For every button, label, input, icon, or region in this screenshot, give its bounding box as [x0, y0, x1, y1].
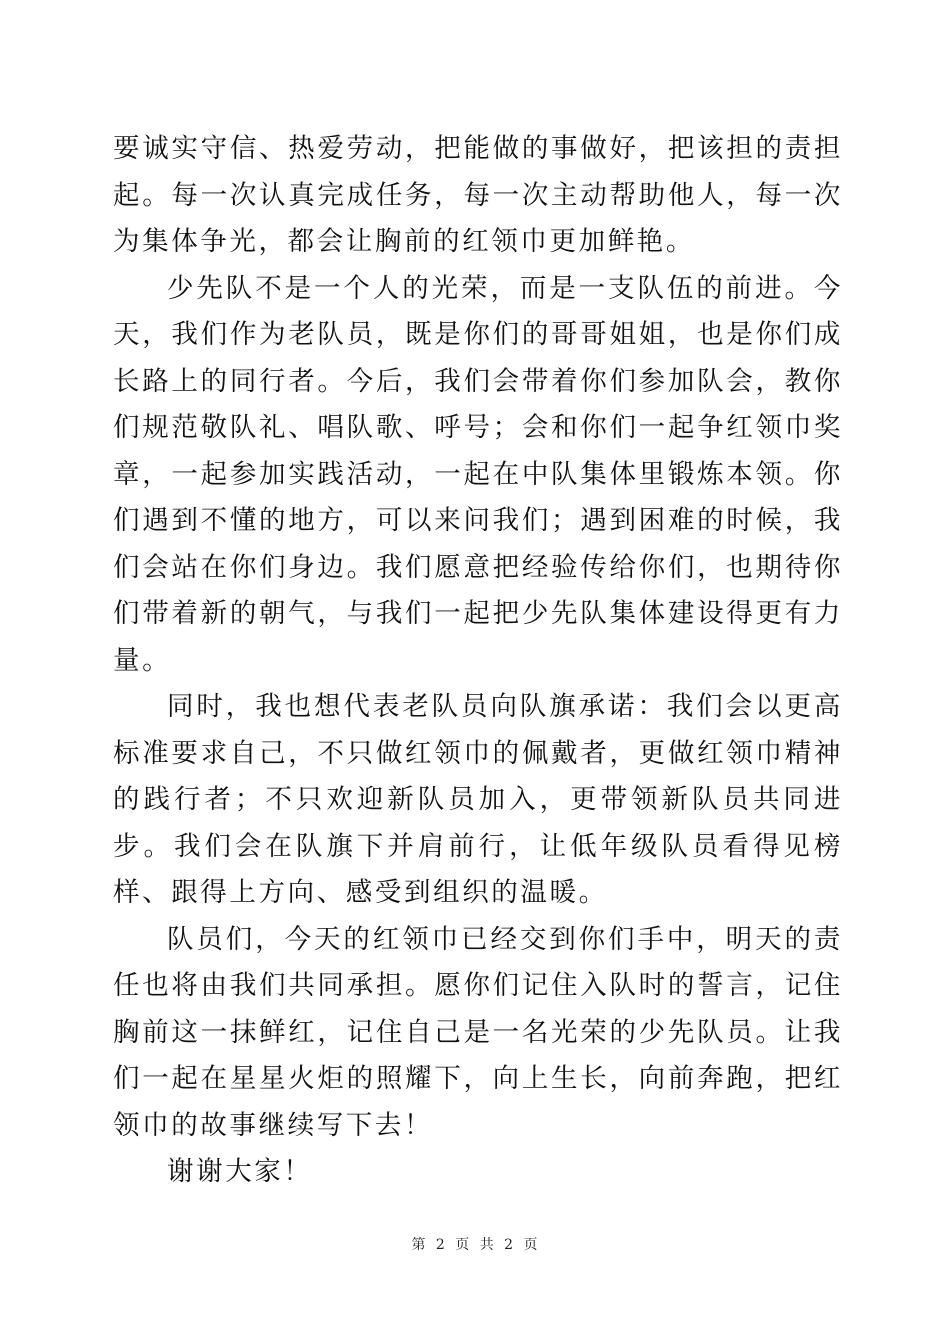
page-number-footer: 第 2 页 共 2 页	[411, 1237, 539, 1253]
paragraph-2: 少先队不是一个人的光荣，而是一支队伍的前进。今天，我们作为老队员，既是你们的哥哥姐姐，也是你们成长路上的同行者。今后，我们会带着你们参加队会，教你们规范敬队礼、唱队歌、呼号；会和你们一起争红领巾奖章，一起参加实践活动，一起在中队集体里锻炼本领。你们遇到不懂的地方，可以来问我们；遇到困难的时候，我们会站在你们身边。我们愿意把经验传给你们，也期待你们带着新的朝气，与我们一起把少先队集体建设得更有力量。	[113, 272, 843, 676]
paragraph-3: 同时，我也想代表老队员向队旗承诺：我们会以更高标准要求自己，不只做红领巾的佩戴者，更做红领巾精神的践行者；不只欢迎新队员加入，更带领新队员共同进步。我们会在队旗下并肩前行，让低年级队员看得见榜样、跟得上方向、感受到组织的温暖。	[113, 691, 843, 908]
document-body	[113, 126, 843, 1196]
paragraph-4: 队员们，今天的红领巾已经交到你们手中，明天的责任也将由我们共同承担。愿你们记住入队时的誓言，记住胸前这一抹鲜红，记住自己是一名光荣的少先队员。让我们一起在星星火炬的照耀下，向上生长，向前奔跑，把红领巾的故事继续写下去！	[113, 923, 843, 1141]
paragraph-1: 要诚实守信、热爱劳动，把能做的事做好，把该担的责担起。每一次认真完成任务，每一次主动帮助他人，每一次为集体争光，都会让胸前的红领巾更加鲜艳。	[113, 133, 843, 257]
paragraph-closing: 谢谢大家！	[167, 1156, 313, 1187]
